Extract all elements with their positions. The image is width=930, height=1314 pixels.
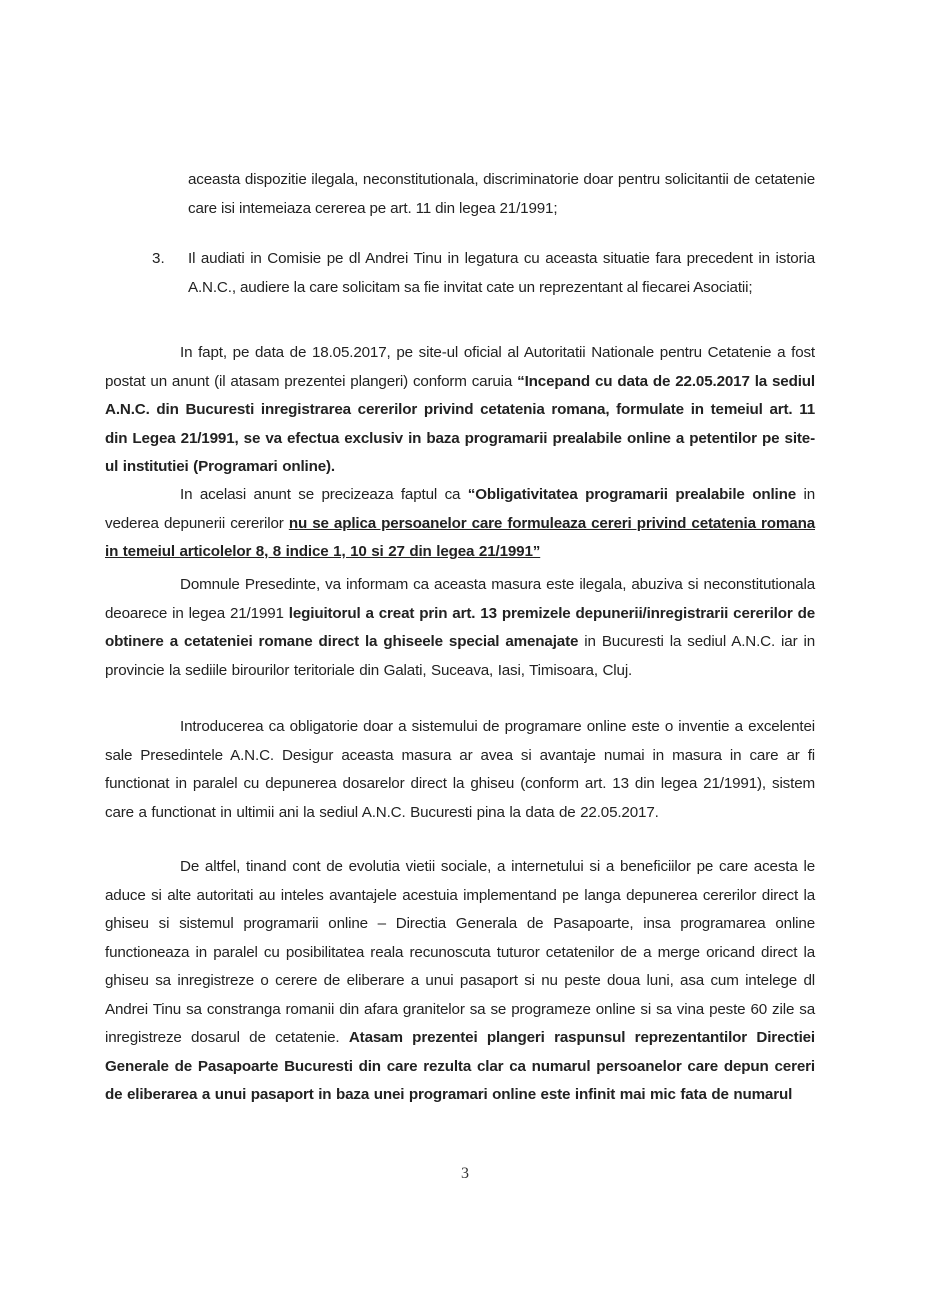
continuation-paragraph [188,166,815,223]
list-item-3 [188,245,815,302]
list-item-text: Il audiati in Comisie pe dl Andrei Tinu in legatura cu aceasta situatie fara precedent in istoria A.N.C., audiere la care solicitam sa fie invitat cate un reprezentant al fiecarei Asociatii; [188,250,815,296]
paragraph-text-2: in Bucuresti la sediul A.N.C. iar in provincie la sediile birourilor teritoriale din Galati, Suceava, Iasi, Timisoara, Cluj. [105,633,815,679]
bold-law-reference: legiuitorul a creat prin art. 13 premizele depunerii/inregistrarii cererilor de obtinere a cetateniei romane direct la ghiseele special amenajate [105,604,815,650]
paragraph-text: De altfel, tinand cont de evolutia vietii sociale, a internetului si a beneficiilor pe care acesta le aduce si alte autoritati au inteles avantajele acestuia implementand pe langa depunerea cererilor direct la ghiseu si sistemul programarii online – Directia Generala de Pasapoarte, insa programarea online functioneaza in paralel cu posibilitatea reala recunoscuta tuturor cetatenilor de a merge oricand direct la ghiseu sa inregistreze o cerere de eliberare a unui pasaport si nu peste doua luni, asa cum intelege dl Andrei Tinu sa constranga romanii din afara granitelor sa se programeze online si sa vina peste 60 zile sa inregistreze dosarul de cetatenie. [105,858,815,1046]
bold-attachment-note: Atasam prezentei plangeri raspunsul reprezentantilor Directiei Generale de Pasapoarte Bucuresti din care rezulta clar ca numarul persoanelor care depun cereri de eliberarea a unui pasaport in baza unei programari online este infinit mai mic fata de numarul [105,1029,816,1103]
paragraph-text: In fapt, pe data de 18.05.2017, pe site-ul oficial al Autoritatii Nationale pentru Cetatenie a fost postat un anunt (il atasam prezentei plangeri) conform caruia [105,344,815,390]
list-item-number: 3. [152,250,165,267]
quoted-announcement: “Incepand cu data de 22.05.2017 la sediul A.N.C. din Bucuresti inregistrarea cererilor privind cetatenia romana, formulate in temeiul art. 11 din Legea 21/1991, se va efectua exclusiv in baza programarii prealabile online a petentilor pe site-ul institutiei (Programari online). [105,372,815,475]
paragraph-illegal-measure [105,571,815,685]
page-number: 3 [461,1165,469,1182]
paragraph-exemption [105,481,815,567]
paragraph-text: Domnule Presedinte, va informam ca aceasta masura este ilegala, abuziva si neconstitutionala deoarece in legea 21/1991 [105,576,815,622]
paragraph-passports [105,853,815,1110]
quoted-obligation: “Obligativitatea programarii prealabile online [467,486,797,503]
paragraph-text: Introducerea ca obligatorie doar a sistemului de programare online este o inventie a excelentei sale Presedintele A.N.C. Desigur aceasta masura ar avea si avantaje numai in masura in care ar fi functionat in paralel cu depunerea dosarelor direct la ghiseu (conform art. 13 din legea 21/1991), sistem care a functionat in ultimii ani la sediul A.N.C. Bucuresti pina la data de 22.05.2017. [105,718,815,821]
continuation-text: aceasta dispozitie ilegala, neconstitutionala, discriminatorie doar pentru solicitantii de cetatenie care isi intemeiaza cererea pe art. 11 din legea 21/1991; [188,171,815,217]
paragraph-online-system [105,713,815,827]
paragraph-announcement [105,339,815,482]
paragraph-text: In acelasi anunt se precizeaza faptul ca [180,486,468,503]
underlined-exemption: nu se aplica persoanelor care formuleaza cereri privind cetatenia romana in temeiul articolelor 8, 8 indice 1, 10 si 27 din legea 21/1991” [105,514,815,560]
paragraph-text-2: in vederea depunerii cererilor [105,486,816,532]
